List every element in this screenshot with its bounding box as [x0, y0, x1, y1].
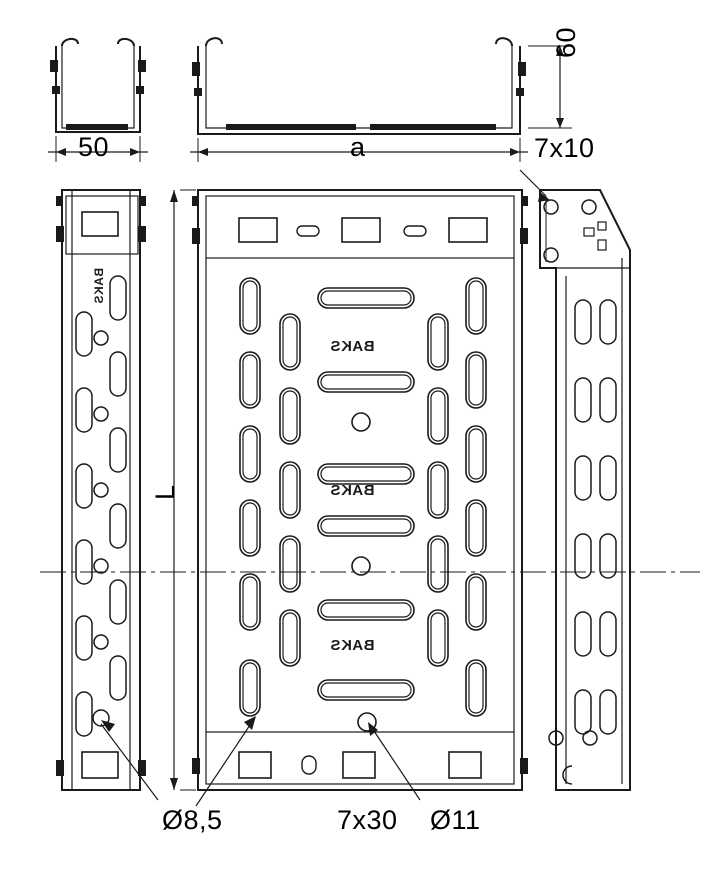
view-section-main — [190, 38, 572, 162]
dim-width-50: 50 — [78, 132, 110, 162]
dim-slot-7x30: 7x30 — [337, 805, 398, 835]
dim-slot-7x10: 7x10 — [534, 133, 595, 163]
brand-mark-middle: BAKS — [330, 482, 375, 499]
view-side-right — [520, 170, 630, 790]
brand-mark-top: BAKS — [330, 338, 375, 355]
dim-height-60: 60 — [551, 26, 581, 58]
brand-mark-side: BAKS — [92, 268, 106, 305]
brand-mark-bottom: BAKS — [330, 637, 375, 654]
dim-length-L: L — [150, 484, 180, 500]
view-plan-left — [56, 190, 158, 800]
dim-hole-8-5: Ø8,5 — [162, 805, 223, 835]
dim-width-a: a — [350, 132, 366, 162]
dim-hole-11: Ø11 — [430, 805, 481, 835]
